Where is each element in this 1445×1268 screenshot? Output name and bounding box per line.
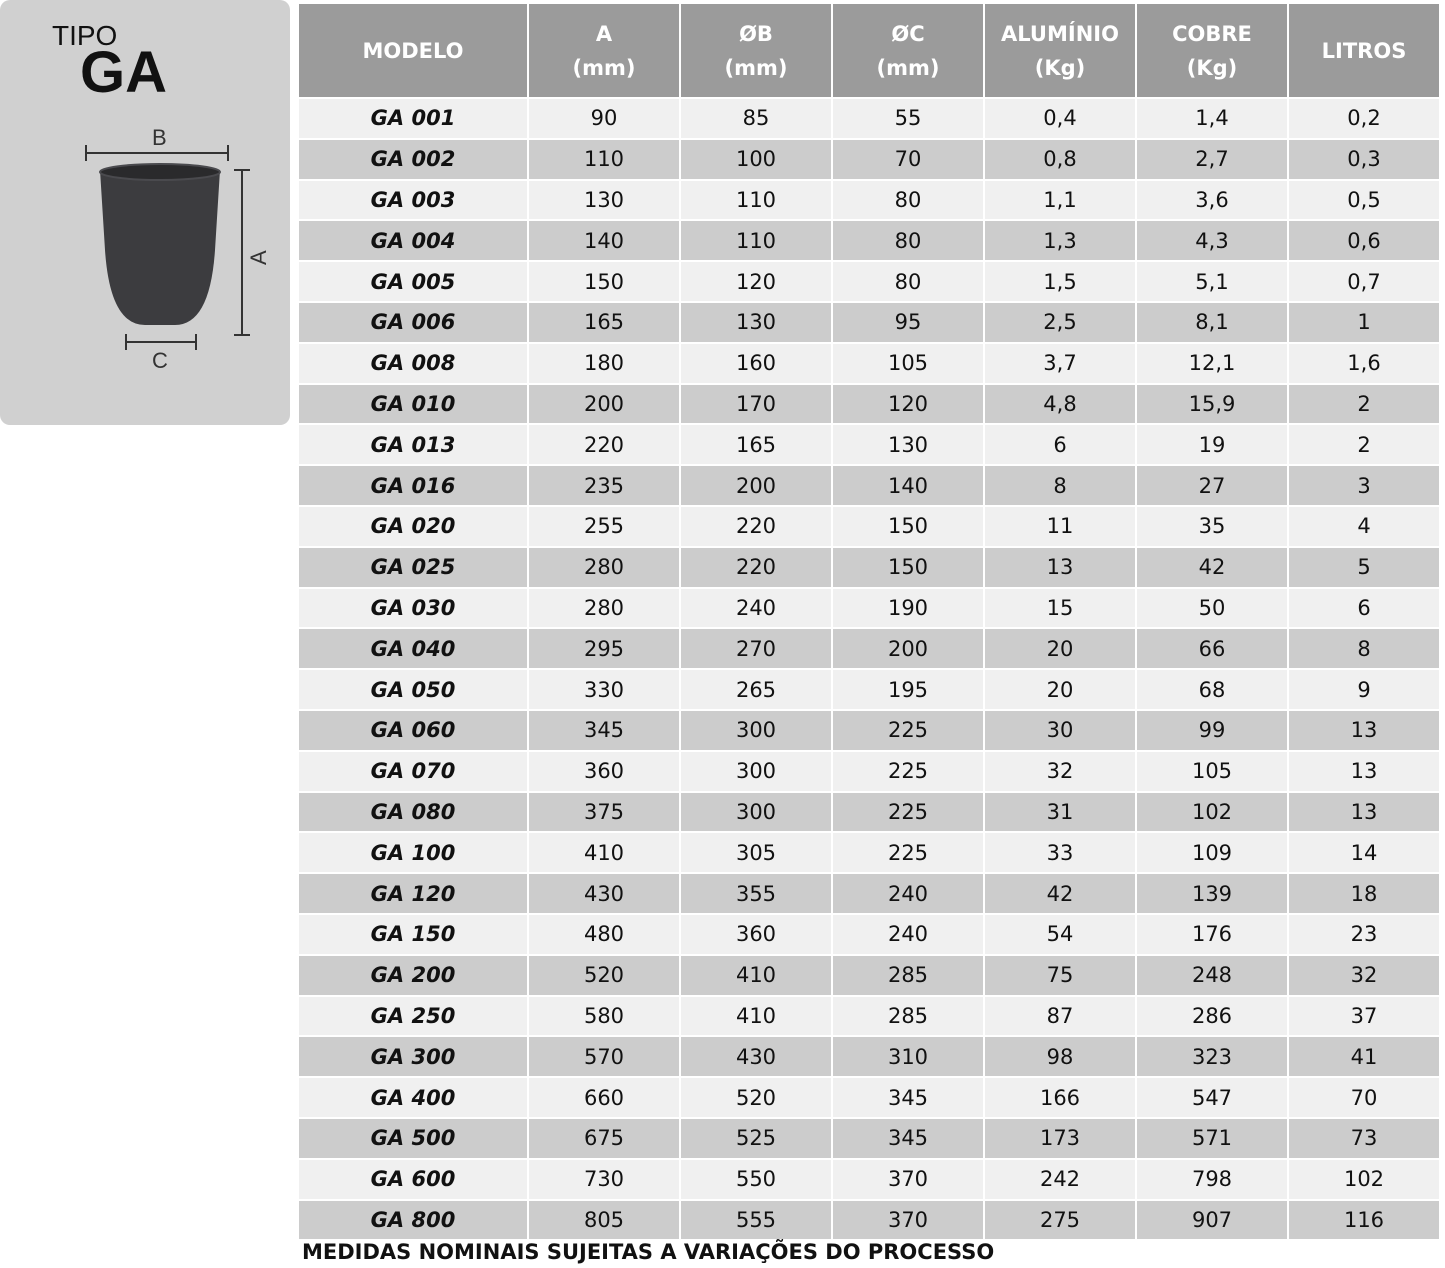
value-cell: 32	[1289, 956, 1439, 995]
value-cell: 430	[529, 874, 679, 913]
column-header-label: ØC	[891, 21, 925, 46]
value-cell: 68	[1137, 670, 1287, 709]
value-cell: 195	[833, 670, 983, 709]
value-cell: 14	[1289, 833, 1439, 872]
value-cell: 4,3	[1137, 221, 1287, 260]
table-row	[299, 1160, 1439, 1199]
crucible-rim	[100, 164, 220, 180]
model-cell: GA 060	[299, 711, 527, 750]
column-header-label: LITROS	[1321, 38, 1407, 63]
value-cell: 50	[1137, 589, 1287, 628]
value-cell: 4	[1289, 507, 1439, 546]
table-row	[299, 670, 1439, 709]
value-cell: 285	[833, 956, 983, 995]
value-cell: 1,5	[985, 262, 1135, 301]
value-cell: 27	[1137, 466, 1287, 505]
value-cell: 0,8	[985, 140, 1135, 179]
value-cell: 95	[833, 303, 983, 342]
value-cell: 240	[681, 589, 831, 628]
value-cell: 13	[1289, 711, 1439, 750]
value-cell: 166	[985, 1078, 1135, 1117]
value-cell: 570	[529, 1037, 679, 1076]
model-cell: GA 020	[299, 507, 527, 546]
value-cell: 23	[1289, 915, 1439, 954]
tipo-label: TIPO	[52, 20, 118, 51]
value-cell: 140	[529, 221, 679, 260]
value-cell: 200	[529, 385, 679, 424]
model-cell: GA 025	[299, 548, 527, 587]
value-cell: 0,2	[1289, 99, 1439, 138]
value-cell: 305	[681, 833, 831, 872]
model-cell: GA 800	[299, 1201, 527, 1240]
table-row	[299, 385, 1439, 424]
value-cell: 805	[529, 1201, 679, 1240]
value-cell: 180	[529, 344, 679, 383]
value-cell: 220	[681, 507, 831, 546]
column-header	[1137, 4, 1287, 97]
value-cell: 5	[1289, 548, 1439, 587]
value-cell: 130	[833, 425, 983, 464]
value-cell: 130	[681, 303, 831, 342]
model-cell: GA 250	[299, 997, 527, 1036]
value-cell: 99	[1137, 711, 1287, 750]
value-cell: 1,3	[985, 221, 1135, 260]
value-cell: 33	[985, 833, 1135, 872]
value-cell: 270	[681, 629, 831, 668]
value-cell: 300	[681, 711, 831, 750]
value-cell: 225	[833, 711, 983, 750]
value-cell: 798	[1137, 1160, 1287, 1199]
specs-table	[297, 2, 1441, 1241]
value-cell: 98	[985, 1037, 1135, 1076]
model-cell: GA 002	[299, 140, 527, 179]
value-cell: 165	[529, 303, 679, 342]
value-cell: 310	[833, 1037, 983, 1076]
value-cell: 323	[1137, 1037, 1287, 1076]
value-cell: 190	[833, 589, 983, 628]
value-cell: 5,1	[1137, 262, 1287, 301]
value-cell: 6	[985, 425, 1135, 464]
model-cell: GA 008	[299, 344, 527, 383]
column-header-unit: (mm)	[876, 55, 940, 80]
value-cell: 275	[985, 1201, 1135, 1240]
value-cell: 1,4	[1137, 99, 1287, 138]
value-cell: 116	[1289, 1201, 1439, 1240]
value-cell: 54	[985, 915, 1135, 954]
value-cell: 675	[529, 1119, 679, 1158]
value-cell: 280	[529, 548, 679, 587]
value-cell: 200	[833, 629, 983, 668]
model-cell: GA 500	[299, 1119, 527, 1158]
value-cell: 1	[1289, 303, 1439, 342]
value-cell: 280	[529, 589, 679, 628]
value-cell: 105	[833, 344, 983, 383]
value-cell: 225	[833, 793, 983, 832]
value-cell: 20	[985, 670, 1135, 709]
value-cell: 150	[833, 548, 983, 587]
value-cell: 41	[1289, 1037, 1439, 1076]
column-header-unit: (Kg)	[1034, 55, 1086, 80]
value-cell: 225	[833, 752, 983, 791]
table-row	[299, 1119, 1439, 1158]
value-cell: 285	[833, 997, 983, 1036]
value-cell: 80	[833, 181, 983, 220]
table-row	[299, 629, 1439, 668]
value-cell: 240	[833, 874, 983, 913]
value-cell: 355	[681, 874, 831, 913]
value-cell: 35	[1137, 507, 1287, 546]
value-cell: 235	[529, 466, 679, 505]
column-header-unit: (Kg)	[1186, 55, 1238, 80]
value-cell: 110	[529, 140, 679, 179]
table-row	[299, 507, 1439, 546]
model-cell: GA 100	[299, 833, 527, 872]
value-cell: 1,6	[1289, 344, 1439, 383]
value-cell: 2	[1289, 425, 1439, 464]
value-cell: 18	[1289, 874, 1439, 913]
value-cell: 102	[1289, 1160, 1439, 1199]
column-header-label: ØB	[739, 21, 773, 46]
column-header-unit: (mm)	[572, 55, 636, 80]
value-cell: 480	[529, 915, 679, 954]
value-cell: 375	[529, 793, 679, 832]
value-cell: 37	[1289, 997, 1439, 1036]
value-cell: 660	[529, 1078, 679, 1117]
column-header-label: ALUMÍNIO	[1001, 21, 1119, 46]
value-cell: 130	[529, 181, 679, 220]
table-row	[299, 221, 1439, 260]
value-cell: 200	[681, 466, 831, 505]
value-cell: 20	[985, 629, 1135, 668]
table-row	[299, 711, 1439, 750]
value-cell: 370	[833, 1201, 983, 1240]
table-row	[299, 344, 1439, 383]
column-header	[833, 4, 983, 97]
value-cell: 8	[1289, 629, 1439, 668]
value-cell: 3,7	[985, 344, 1135, 383]
value-cell: 13	[1289, 793, 1439, 832]
value-cell: 170	[681, 385, 831, 424]
value-cell: 0,6	[1289, 221, 1439, 260]
table-row	[299, 793, 1439, 832]
value-cell: 248	[1137, 956, 1287, 995]
value-cell: 555	[681, 1201, 831, 1240]
value-cell: 165	[681, 425, 831, 464]
model-cell: GA 040	[299, 629, 527, 668]
value-cell: 345	[833, 1078, 983, 1117]
column-header-unit: (mm)	[724, 55, 788, 80]
value-cell: 410	[681, 956, 831, 995]
value-cell: 265	[681, 670, 831, 709]
table-row	[299, 466, 1439, 505]
value-cell: 19	[1137, 425, 1287, 464]
value-cell: 220	[529, 425, 679, 464]
value-cell: 360	[529, 752, 679, 791]
table-row	[299, 997, 1439, 1036]
value-cell: 176	[1137, 915, 1287, 954]
value-cell: 360	[681, 915, 831, 954]
value-cell: 410	[681, 997, 831, 1036]
value-cell: 286	[1137, 997, 1287, 1036]
value-cell: 75	[985, 956, 1135, 995]
value-cell: 139	[1137, 874, 1287, 913]
value-cell: 150	[529, 262, 679, 301]
value-cell: 150	[833, 507, 983, 546]
model-cell: GA 080	[299, 793, 527, 832]
value-cell: 3	[1289, 466, 1439, 505]
model-cell: GA 120	[299, 874, 527, 913]
value-cell: 345	[833, 1119, 983, 1158]
table-row	[299, 1078, 1439, 1117]
value-cell: 571	[1137, 1119, 1287, 1158]
model-cell: GA 001	[299, 99, 527, 138]
table-row	[299, 1037, 1439, 1076]
column-header-label: COBRE	[1172, 21, 1252, 46]
value-cell: 0,4	[985, 99, 1135, 138]
value-cell: 70	[833, 140, 983, 179]
table-row	[299, 548, 1439, 587]
value-cell: 430	[681, 1037, 831, 1076]
table-row	[299, 915, 1439, 954]
value-cell: 85	[681, 99, 831, 138]
value-cell: 9	[1289, 670, 1439, 709]
column-header	[1289, 4, 1439, 97]
value-cell: 345	[529, 711, 679, 750]
value-cell: 42	[1137, 548, 1287, 587]
dim-label-c: C	[152, 348, 168, 373]
value-cell: 12,1	[1137, 344, 1287, 383]
value-cell: 255	[529, 507, 679, 546]
table-row	[299, 303, 1439, 342]
value-cell: 295	[529, 629, 679, 668]
value-cell: 2	[1289, 385, 1439, 424]
value-cell: 13	[985, 548, 1135, 587]
value-cell: 110	[681, 221, 831, 260]
value-cell: 242	[985, 1160, 1135, 1199]
model-cell: GA 070	[299, 752, 527, 791]
value-cell: 120	[681, 262, 831, 301]
value-cell: 8	[985, 466, 1135, 505]
model-cell: GA 013	[299, 425, 527, 464]
value-cell: 2,5	[985, 303, 1135, 342]
value-cell: 550	[681, 1160, 831, 1199]
dim-label-a: A	[246, 250, 271, 265]
value-cell: 220	[681, 548, 831, 587]
value-cell: 15,9	[1137, 385, 1287, 424]
value-cell: 30	[985, 711, 1135, 750]
column-header	[681, 4, 831, 97]
value-cell: 110	[681, 181, 831, 220]
model-cell: GA 400	[299, 1078, 527, 1117]
table-row	[299, 874, 1439, 913]
column-header	[985, 4, 1135, 97]
table-row	[299, 589, 1439, 628]
value-cell: 80	[833, 221, 983, 260]
value-cell: 109	[1137, 833, 1287, 872]
value-cell: 225	[833, 833, 983, 872]
value-cell: 520	[529, 956, 679, 995]
value-cell: 300	[681, 793, 831, 832]
value-cell: 907	[1137, 1201, 1287, 1240]
table-row	[299, 752, 1439, 791]
value-cell: 2,7	[1137, 140, 1287, 179]
table-row	[299, 833, 1439, 872]
table-row	[299, 956, 1439, 995]
value-cell: 160	[681, 344, 831, 383]
model-cell: GA 016	[299, 466, 527, 505]
model-cell: GA 005	[299, 262, 527, 301]
value-cell: 8,1	[1137, 303, 1287, 342]
product-card	[0, 0, 290, 425]
model-cell: GA 300	[299, 1037, 527, 1076]
value-cell: 410	[529, 833, 679, 872]
value-cell: 100	[681, 140, 831, 179]
value-cell: 32	[985, 752, 1135, 791]
value-cell: 80	[833, 262, 983, 301]
model-cell: GA 003	[299, 181, 527, 220]
value-cell: 547	[1137, 1078, 1287, 1117]
value-cell: 580	[529, 997, 679, 1036]
value-cell: 330	[529, 670, 679, 709]
value-cell: 300	[681, 752, 831, 791]
tipo-code: GA	[80, 40, 167, 105]
model-cell: GA 200	[299, 956, 527, 995]
table-row	[299, 425, 1439, 464]
dim-label-b: B	[152, 125, 167, 150]
value-cell: 15	[985, 589, 1135, 628]
value-cell: 42	[985, 874, 1135, 913]
value-cell: 66	[1137, 629, 1287, 668]
value-cell: 525	[681, 1119, 831, 1158]
value-cell: 730	[529, 1160, 679, 1199]
value-cell: 73	[1289, 1119, 1439, 1158]
value-cell: 0,7	[1289, 262, 1439, 301]
model-cell: GA 004	[299, 221, 527, 260]
value-cell: 87	[985, 997, 1135, 1036]
value-cell: 3,6	[1137, 181, 1287, 220]
value-cell: 0,3	[1289, 140, 1439, 179]
model-cell: GA 030	[299, 589, 527, 628]
value-cell: 90	[529, 99, 679, 138]
table-row	[299, 140, 1439, 179]
value-cell: 370	[833, 1160, 983, 1199]
value-cell: 13	[1289, 752, 1439, 791]
value-cell: 173	[985, 1119, 1135, 1158]
table-row	[299, 1201, 1439, 1240]
table-body	[299, 99, 1439, 1239]
value-cell: 31	[985, 793, 1135, 832]
value-cell: 240	[833, 915, 983, 954]
value-cell: 520	[681, 1078, 831, 1117]
value-cell: 0,5	[1289, 181, 1439, 220]
value-cell: 55	[833, 99, 983, 138]
value-cell: 6	[1289, 589, 1439, 628]
value-cell: 1,1	[985, 181, 1135, 220]
value-cell: 70	[1289, 1078, 1439, 1117]
model-cell: GA 150	[299, 915, 527, 954]
crucible-body	[100, 170, 220, 325]
table-row	[299, 181, 1439, 220]
column-header	[529, 4, 679, 97]
value-cell: 140	[833, 466, 983, 505]
table-row	[299, 262, 1439, 301]
column-header-label: A	[595, 21, 613, 46]
value-cell: 120	[833, 385, 983, 424]
model-cell: GA 050	[299, 670, 527, 709]
value-cell: 105	[1137, 752, 1287, 791]
value-cell: 11	[985, 507, 1135, 546]
model-cell: GA 010	[299, 385, 527, 424]
model-cell: GA 006	[299, 303, 527, 342]
value-cell: 102	[1137, 793, 1287, 832]
column-header-label: MODELO	[362, 38, 464, 63]
value-cell: 4,8	[985, 385, 1135, 424]
crucible-diagram	[70, 120, 280, 380]
footnote: MEDIDAS NOMINAIS SUJEITAS A VARIAÇÕES DO PROCESSO	[302, 1240, 995, 1264]
table-row	[299, 99, 1439, 138]
column-header	[299, 4, 527, 97]
header-row	[299, 4, 1439, 97]
model-cell: GA 600	[299, 1160, 527, 1199]
